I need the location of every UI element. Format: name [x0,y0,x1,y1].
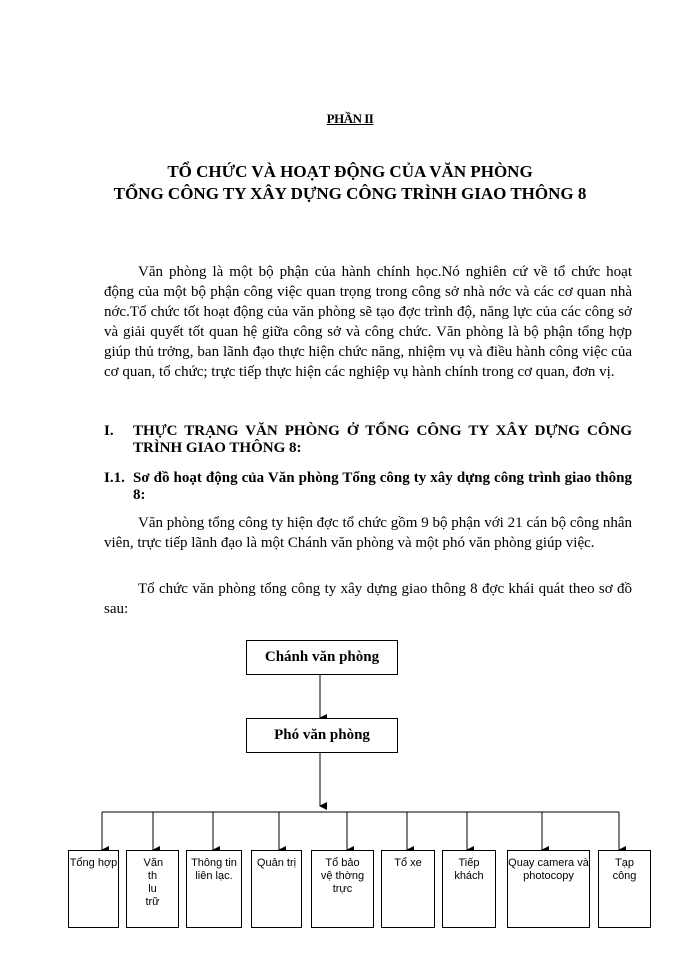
document-title-line-1: TỔ CHỨC VÀ HOẠT ĐỘNG CỦA VĂN PHÒNG [167,162,533,181]
intro-paragraph: Văn phòng là một bộ phận của hành chính học.Nó nghiên cứ về tổ chức hoạt động của một bộ phận công việc quan trọng trong công sở nhà nớc và các cơ quan nhà nớc.Tổ chức tốt hoạt động của văn phòng sẽ tạo đợc trình độ, năng lực của các công sở và giải quyết tốt quan hệ giữa công sở và công chức. Văn phòng là bộ phận tổng hợp giúp thủ trởng, ban lãnh đạo thực hiện chức năng, nhiệm vụ và điều hành công việc của cơ quan, tổ chức; trực tiếp thực hiện các nghiệp vụ hành chính trong cơ quan, đơn vị. [104,264,632,380]
org-box-dept-4: Quản trị [251,850,302,928]
document-title-line-2: TỔNG CÔNG TY XÂY DỰNG CÔNG TRÌNH GIAO THÔNG 8 [113,184,587,203]
part-label: PHẦN II [326,111,374,126]
org-box-dept-5: Tổ bảo vệ thờng trực [311,850,374,928]
org-box-dept-9: Tạp công [598,850,651,928]
staffing-paragraph: Văn phòng tổng công ty hiện đợc tổ chức gồm 9 bộ phận với 21 cán bộ công nhân viên, trực tiếp lãnh đạo là một Chánh văn phòng và một phó văn phòng giúp việc. [104,515,632,551]
org-box-dept-7: Tiếp khách [442,850,496,928]
org-box-dept-1: Tổng hợp [68,850,119,928]
org-box-dept-3: Thông tin liên lạc. [186,850,242,928]
org-box-dept-2: Văn th lu trữ [126,850,179,928]
subsection-title: Sơ đồ hoạt động của Văn phòng Tổng công ty xây dựng công trình giao thông 8: [133,470,632,503]
section-number: I. [104,423,114,439]
org-box-dept-6: Tổ xe [381,850,435,928]
subsection-number: I.1. [104,470,125,486]
section-title: THỰC TRẠNG VĂN PHÒNG Ở TỔNG CÔNG TY XÂY DỰNG CÔNG TRÌNH GIAO THÔNG 8: [133,423,632,456]
org-box-dept-8: Quay camera và photocopy [507,850,590,928]
org-box-chief-of-office: Chánh văn phòng [246,640,398,675]
chart-intro-paragraph: Tổ chức văn phòng tổng công ty xây dựng giao thông 8 đợc khái quát theo sơ đồ sau: [104,581,632,617]
org-box-deputy-chief: Phó văn phòng [246,718,398,753]
